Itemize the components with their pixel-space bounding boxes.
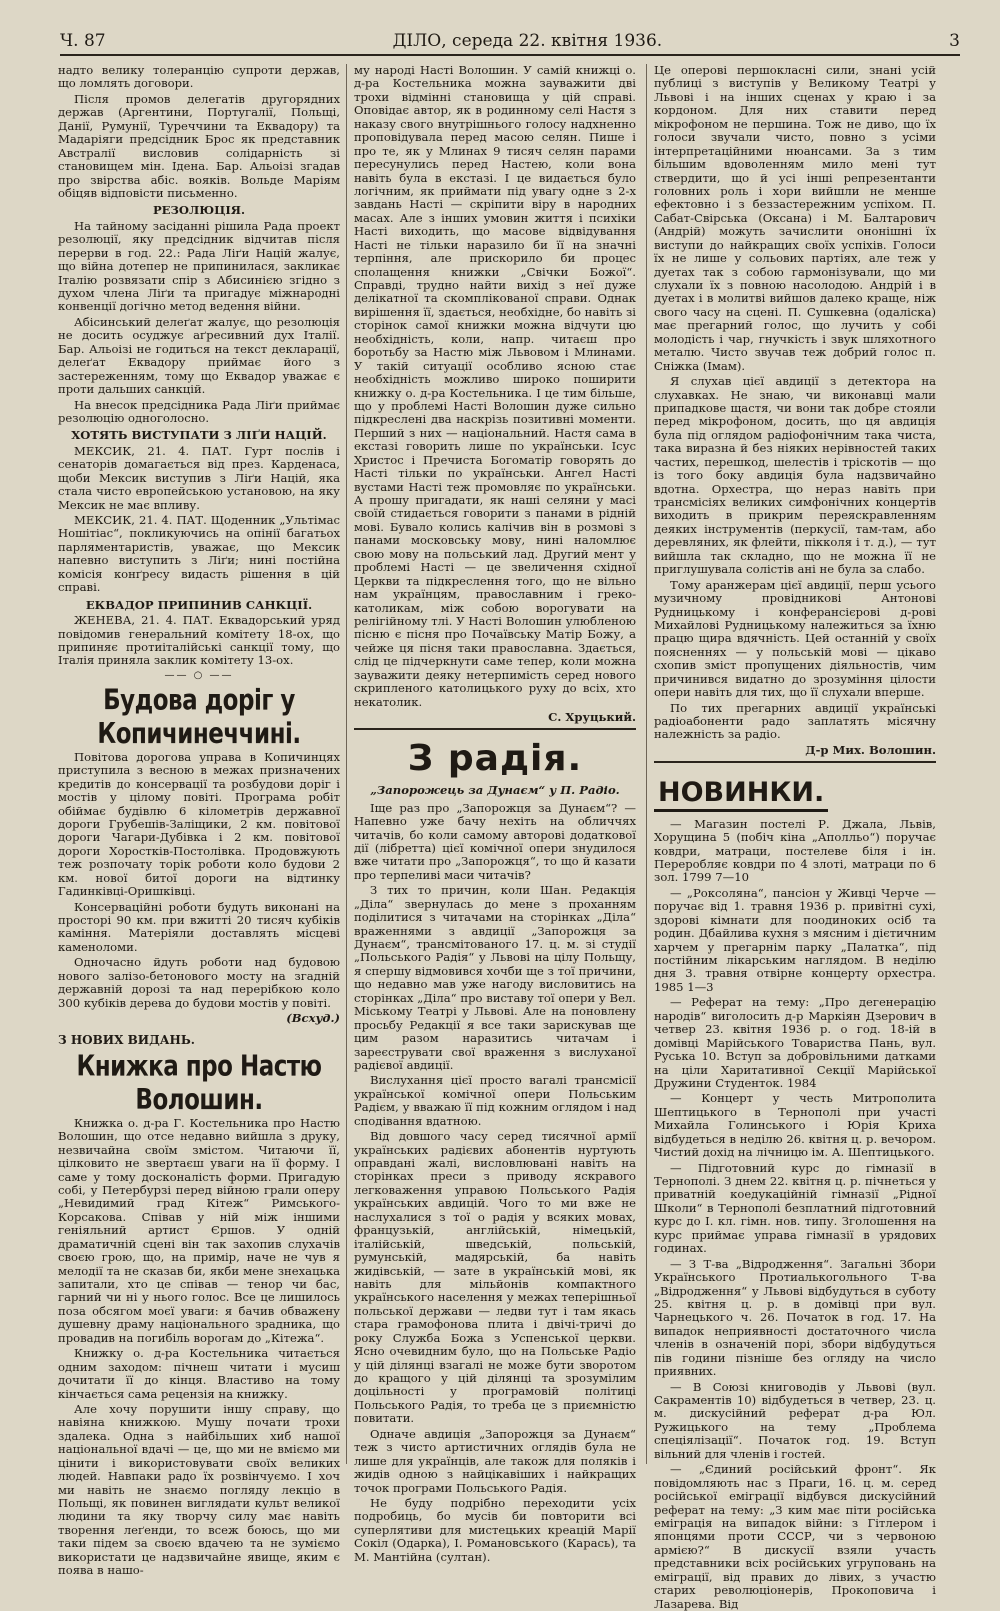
section-rule <box>654 761 936 763</box>
paper-name-date: ДІЛО, середа 22. квітня 1936. <box>392 31 663 51</box>
article-paragraph: Консерваційні роботи будуть виконані на просторі 90 км. при вжитті 20 тисяч кубіків каміння. Матеріяли доставлять місцеві каменоломи. <box>58 899 340 954</box>
page-number: Ч. 87 <box>60 31 106 51</box>
article-paragraph: Повітова дорогова управа в Копичинцях приступила з весною в межах призначених кредитів до консервації та розбудови доріг і мостів у цілому повіті. Програма робіт обіймає будівлю 6 кілометрів державної дороги Грубешів-Заліщики, 2 км. повітової дороги Чагари-Дубівка і 2 км. повітової дороги Хоростків-Постолівка. Продовжують теж розпочату торік роботи коло будови 2 км. нової битої дороги на відтинку Гадинківці-Оришківці. <box>58 749 340 899</box>
article-paragraph: Абісинський делеґат жалує, що резолюція не досить осуджує аґресивний дух Італії. Бар. Альоізі не годиться на текст декларації, делеґат Еквадору приймає його з застереженням, тому що Еквадор уважає є проти дальших санкцій. <box>58 314 340 397</box>
article-paragraph: Книжку о. д-ра Костельника читається одним заходом: пічнеш читати і мусиш дочитати її до кінця. Властиво на тому кінчається сама рецензія на книжку. <box>58 1346 340 1401</box>
article-paragraph: надто велику толеранцію супроти держав, що ломлять договори. <box>58 63 340 91</box>
section-heading-mexico: ХОТЯТЬ ВИСТУПАТИ З ЛІҐИ НАЦІЙ. <box>71 428 327 443</box>
section-heading-resolution: РЕЗОЛЮЦІЯ. <box>152 203 246 218</box>
article-paragraph: ЖЕНЕВА, 21. 4. ПАТ. Еквадорський уряд повідомив генеральний комітету 18-ох, що припиняє протиіталійські санкції тому, що Італія приняла заклик комітету 13-ох. <box>58 613 340 668</box>
news-item: — Підготовний курс до гімназії в Тернополі. З днем 22. квітня ц. р. пічнеться у приватній коедукаційній гімназії „Рідної Школи“ в Тернополі безплатний підготовний курс до І. кл. гімн. нов. типу. Зголошення на курс приймає управа гімназії в урядових годинах. <box>654 1160 936 1256</box>
news-item: — Магазин постелі Р. Джала, Львів, Хорущина 5 (побіч кіна „Аполльо“) поручає ковдри, матраци, постелеве біля і ін. Переробляє ковдри по 4 злоті, матраци по 6 зол. 1799 7—10 <box>654 816 936 885</box>
section-heading-ecuador: ЕКВАДОР ПРИПИНИВ САНКЦІЇ. <box>85 597 313 612</box>
article-paragraph: Вислухання цієї просто вагалі трансмісії української комічної опери Польським Радієм, у вважаю її під кожним оглядом і над сподівання вдатною. <box>354 1073 636 1128</box>
headline-book: Книжка про Настю Волошин. <box>76 1050 322 1117</box>
news-item: — В Союзі книговодів у Львові (вул. Сакраментів 10) відбудеться в четвер, 23. ц. м. дискусійний реферат д-ра Юл. Ружицького на тему „Проблема спеціялізації“. Початок год. 19. Вступ вільний для членів і гостей. <box>654 1379 936 1461</box>
news-item: — „Єдиний російський фронт“. Як повідомляють нас з Праги, 16. ц. м. серед російської еміграції відбувся дискусійний реферат на тему: „З ким має піти російська еміграція на випадок війни: з Гітлером і японцями проти СССР, чи з червоною армією?“ В дискусії взяли участь представники всіх російських угруповань на еміграції, від правих до лівих, з участю старих революціонерів, Прокоповича і Лазарева. Від <box>654 1462 936 1611</box>
column-1 <box>58 63 340 1578</box>
article-paragraph: По тих прегарних авдиції українські радіоабоненти радо заплатять місячну належність за радіо. <box>654 700 936 742</box>
article-paragraph: Книжка о. д-ра Г. Костельника про Настю Волошин, що отсе недавно вийшла з друку, незвичайна своїм змістом. Читаючи її, цілковито не звертаєш уваги на її форму. І саме у тому досконалість форми. Пригадую собі, у Петербурзі перед війною грали оперу „Невидимий град Кітеж“ Римського-Корсакова. Співав у ній між іншими геніяльний артист Єршов. У одній драматичній сцені він так захопив слухачів своєю грою, що, на примір, наче не чув я мелодії та не сказав би, якби мене знехацька запитали, хто це співав — тенор чи бас, гарний чи ні у нього голос. Все це лишилось поза обсягом моєї уваги: я бачив обважену душевну драму національного зрадника, що провадив на погибіль ворогам до „Кітежа“. <box>58 1115 340 1345</box>
section-rule <box>354 728 636 730</box>
radio-signature: Д-р Мих. Волошин. <box>805 742 936 757</box>
radio-subtitle: „Запорожець за Дунаєм“ у П. Радіо. <box>370 783 620 798</box>
article-paragraph: Одначе авдиція „Запорожця за Дунаєм“ теж з чисто артистичних оглядів була не лише для українців, але також для поляків і жидів одною з найцікавіших і найкращих точок програми Польського Радія. <box>354 1426 636 1495</box>
headline-roads: Будова доріг у Копичинеччині. <box>97 684 301 751</box>
news-item: — Концерт у честь Митрополита Шептицького в Тернополі при участі Михайла Голинського і Юрія Криха відбудеться в неділю 26. квітня ц. р. вечором. Чистий дохід на лічницю ім. А. Шептицького. <box>654 1091 936 1160</box>
news-item: — Реферат на тему: „Про дегенерацію народів“ виголосить д-р Маркіян Дзерович в четвер 23. квітня 1936 р. о год. 18-ій в домівці Марійського Товариства Пань, вул. Руська 10. Вступ за добровільними датками на ціли Харитативної Секції Марійської Дружини Студенток. 1984 <box>654 995 936 1090</box>
article-paragraph: На внесок предсідника Рада Ліґи приймає резолюцію одноголосно. <box>58 397 340 425</box>
article-paragraph: му народі Насті Волошин. У самій книжці о. д-ра Костельника можна зауважити дві трохи відмінні становища у цій справі. Оповідає автор, як в родинному селі Настя з наказу свого внутрішнього голосу надхненно проповідувала перед масою селян. Пише і про те, як у Млинах 9 тисяч селян парами пересунулись перед Настею, коли вона навіть була в екстазі. І це видається було логічним, як приймати під увагу одне з 2-х завдань Насті — скріпити віру в народних масах. Але з інших умовин життя і психіки Насті виходить, що масове відвідування Насті не тільки наразило би її на значні терпіння, але прискорило би процес сполащення книжки „Свічки Божої“. Справді, трудно найти вихід з неї дуже делікатної та скомплікованої справи. Однак вирішення її, здається, необхідне, бо навіть зі сторінок самої книжки можна відчути цю необхідність, коли, напр. читаєш про боротьбу за Настю між Львовом і Млинами. У такій ситуації особливо ясною стає необхідність можливо широко поширити книжку о. д-ра Костельника. І це тим більше, що у проблемі Насті Волошин дуже сильно підкреслені два наскрізь позитивні моменти. Перший з них — національний. Настя сама в екстазі говорить лише по українськи. Ісус Христос і Пречиста Богоматір говорять до Насті тільки по українськи. Ангел Насті вустами Насті теж промовляє по українськи. А прошу пригадати, як наші селяни у масі своїй стидається говорити з панами в рідній мові. Бувало колись калічив він в розмові з панами московську мову, нині наломлює свою мову на польський лад. Другий мент у проблемі Насті — це звеличення східної Церкви та підкреслення того, що не вільно нам українцям, православним і греко-католикам, між собою ворогувати на релігійному тлі. У Насті Волошин улюбленою пісню є пісня про Почаївську Матір Божу, а чейже ця пісня таки православна. Здається, слід це підчеркнути саме тепер, коли можна зауважити деяку нетерпимість серед нового скрипленого католицького руху до всіх, хто некатолик. <box>354 63 636 709</box>
news-item: — З Т-ва „Відродження“. Загальні Збори Українського Протиалькогольного Т-ва „Відродження“ у Львові відбудуться в суботу 25. квітня ц. р. в домівці при вул. Чарнецького ч. 26. Початок в год. 17. На випадок неприявності достаточного числа членів в означеній порі, збори відбудуться пів години пізніше без огляду на число приявних. <box>654 1256 936 1379</box>
article-paragraph: Одночасно йдуть роботи над будовою нового залізо-бетонового мосту на згадній державній дорозі та над перерібкою коло 300 кубіків дерева до будови мостів у повіті. <box>58 955 340 1010</box>
roads-signature: (Всхуд.) <box>286 1011 340 1026</box>
article-paragraph: Після промов делегатів другорядних держав (Аргентини, Португалії, Польщі, Данії, Румунії, Туреччини та Еквадору) та Мадаріяги предсідник Брос як представник Австралії висловив солідарність зі становищем мін. Ідена. Бар. Альоізі згадав про звірства абіс. вояків. Вольде Маріям обіцяв відповісти письменно. <box>58 91 340 200</box>
article-paragraph: Не буду подрібно переходити усіх подробиць, бо мусів би повторити всі суперлятиви для мистецьких креацій Марії Сокіл (Одарка), І. Романовського (Карась), та М. Мантійна (султан). <box>354 1495 636 1564</box>
article-paragraph: На тайному засіданні рішила Рада проект резолюції, яку предсідник відчитав після перерви в год. 22.: Рада Ліґи Націй жалує, що війна дотепер не припинилася, закликає Італію розвязати спір з Абисинією згідно з духом члена Ліґи та пригадує міжнародні конвенції догічно метод ведення війни. <box>58 218 340 314</box>
book-review-signature: С. Хруцький. <box>548 710 636 724</box>
article-paragraph: Це оперові першокласні сили, знані усій публиці з виступів у Великому Театрі у Львові і на інших сценах у краю і за кордоном. Для них ставити перед мікрофоном не першина. Тож не диво, що їх голоси звучали чисто, повно з усіми інтерпретаційними нюансами. За з тим більшим вдоволенням мило мені тут ствердити, що й усі інші репрезентанти головних роль і хори вийшли не менше ефектовно і з беззастережним успіхом. П. Сабат-Свірська (Оксана) і М. Балтарович (Андрій) можуть зачислити ононішні їх виступи до найкращих своїх успіхів. Голоси їх не лише у сольових партіях, але теж у дуетах так з собою гармонізували, що ми слухали їх з повною насолодою. Андрій і в дуетах і в молитві вийшов далеко краще, ніж свого часу на сцені. П. Сушкевна (одаліска) має прегарний голос, що лучить у собі молодість і чар, гнучкість і звук шляхотного металю. Чисто звучав теж добрий голос п. Сніжка (Імам). <box>654 63 936 373</box>
column-3 <box>654 63 936 1611</box>
column-rule-1 <box>346 64 347 1464</box>
article-paragraph: Від довшого часу серед тисячної армії українських радієвих абонентів нуртують оправдані жалі, висловлювані навіть на сторінках преси з приводу яскравого легковаження управою Польського Радія українських авдицій. Чого то ми вже не наслухалися з тої о радія у всяких мовах, французькій, англійській, німецькій, італійській, шведській, польській, румунській, мадярській, ба навіть жидівській, — зате в українській мові, як навіть для мільйонів компактного українського населення у межах теперішньої польської держави — ледви тут і там якась стара грамофонова плита і двічі-тричі до року Служба Божа з Успенської церкви. Ясно очевидним було, що на Польське Радіо у цій ділянці взагалі не може бути зворотом до кращого у цій ділянці та зрозумілим доцільності у програмовій політиці Польського Радія, то треба це з приємністю повитати. <box>354 1129 636 1426</box>
headline-news: НОВИНКИ. <box>654 777 828 811</box>
article-paragraph: З тих то причин, коли Шан. Редакція „Діла“ звернулась до мене з проханням поділитися з читачами на сторінках „Діла“ враженнями з авдиції „Запорожця за Дунаєм“, трансмітованого 17. ц. м. зі студії „Польського Радія“ у Львові на цілу Польщу, я спершу відмовився хочби ще з тої причини, що недавно мав уже нагоду висловитись на сторінках „Діла“ про виставу тої опери у Вел. Міському Театрі у Львові. Але на поновлену просьбу Редакції я все таки зарискував ще цим разом наразитись читачам і зареєструвати свої враження з вислуханої радієвої авдиції. <box>354 883 636 1072</box>
article-paragraph: МЕКСИК, 21. 4. ПАТ. Гурт послів і сенаторів домагається від през. Карденаса, щоби Мексик виступив з Ліґи Націй, яка стала чисто европейською установою, на яку Мексик не має впливу. <box>58 443 340 512</box>
column-rule-2 <box>646 64 647 1464</box>
news-item: — „Роксоляна“, пансіон у Живці Черче — поручає від 1. травня 1936 р. привітні сухі, здорові кімнати для поодиноких осіб та родин. Дбайлива кухня з мясним і дієтичним харчем у прегарнім парку „Палатка“, під постійним лікарським наглядом. В неділю дня 3. травня отвірне концерту орхестра. 1985 1—3 <box>654 885 936 994</box>
article-paragraph: Тому аранжерам цієї авдиції, перш усього музичному провідникові Антонові Рудницькому і конферансієрові д-рові Михайлові Рудницькому належиться за їхню працю щира вдячність. Цей останній у своїх поясненнях — у польській мові — цікаво схопив зміст пропущених діяльностів, чим причинився видатно до зрозуміння цілости опери навіть для тих, що її слухали вперше. <box>654 577 936 700</box>
article-paragraph: Я слухав цієї авдиції з детектора на слухавках. Не знаю, чи виконавці мали припадкове щастя, чи вони так добре стояли перед мікрофоном, досить, що ця авдиція була під оглядом радіофонічним така чиста, така виразна й без ніяких нерівностей таких частих, перешкод, шелестів і тріскотів — що із того боку авдиція була надзвичайно вдотна. Орхестра, що нераз навіть при трансмісіях великих симфонічних концертів виходить в прикрим переяскравленням деяких інструментів (перкусії, там-там, або деревляних, як флейти, пікколя і т. д.), — тут вийшла так складно, що не можна її не приглушувала солістів ані не була за слабо. <box>654 374 936 577</box>
page-index: 3 <box>949 31 960 51</box>
section-heading-new-editions: З НОВИХ ВИДАНЬ. <box>58 1032 195 1047</box>
article-paragraph: Але хочу порушити іншу справу, що навіяна книжкою. Мушу почати трохи здалека. Одна з найбільших хиб нашої національної вдачі — це, що ми не вміємо ми цінити і використовувати своїх великих людей. Навпаки радо їх розвінчуємо. І хоч ми навіть не знаємо погляду лекціо в Польщі, як повинен виглядати культ великої людини та яку творчу силу має навіть творення леґенди, то всеж боюсь, що ми таки підем за своєю вдачею та не зуміємо використати це надзвичайне явище, яким є поява в нашо- <box>58 1401 340 1578</box>
article-paragraph: Іще раз про „Запорожця за Дунаєм“? — Напевно уже бачу нехіть на обличчях читачів, бо коли самому авторові додаткової дії (лібретта) цієї комічної опери знудилося вже читати про „Запорожця“, то що й казати про терпеливі маси читачів? <box>354 800 636 882</box>
article-paragraph: МЕКСИК, 21. 4. ПАТ. Щоденник „Ультімас Ношітіас“, покликуючись на опінії багатьох парляментаристів, уважає, що Мексик напевно виступить з Ліґи; нині постійна комісія конґресу видасть рішення в цій справі. <box>58 513 340 595</box>
headline-radio: З радія. <box>407 738 583 780</box>
masthead <box>60 28 960 56</box>
ornament-divider: —— ○ —— <box>164 669 234 681</box>
column-2 <box>354 63 636 1564</box>
